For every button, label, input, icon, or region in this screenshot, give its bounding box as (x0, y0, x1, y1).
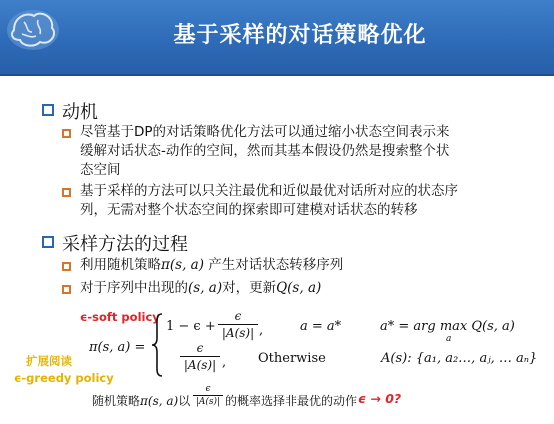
math-sa: (s, a) (188, 280, 223, 296)
footer-text-part: 随机策略 (92, 394, 141, 408)
sub-bullet-icon (62, 262, 71, 271)
bullet-text-part: 对于序列中出现的 (80, 280, 188, 296)
fraction-bar (218, 324, 258, 325)
bullet-line: 缓解对话状态-动作的空间，然而其基本假设仍然是搜索整个状 (80, 143, 450, 159)
action-set: A(s): {a₁, a₂…, aⱼ, … aₙ} (381, 351, 538, 366)
footer-limit: ϵ → 0? (358, 391, 402, 406)
bullet-text (80, 279, 321, 298)
bullet-text (80, 123, 550, 180)
label-expand-reading: 扩展阅读 (26, 354, 72, 368)
bullet-text-part: 利用随机策略 (80, 257, 161, 273)
math-q: Q(s, a) (276, 280, 322, 296)
footer-text-part: 以 (178, 394, 191, 408)
math-pi: π(s, a) (161, 257, 204, 273)
slide-title: 基于采样的对话策略优化 (173, 23, 427, 48)
brain-logo-icon (4, 4, 62, 54)
sub-bullet-icon (62, 129, 71, 138)
label-greedy-policy: ϵ-greedy policy (14, 371, 114, 385)
footer-fraction (193, 384, 223, 407)
bullet-text (80, 182, 550, 220)
sub-bullet-icon (62, 188, 71, 197)
bullet-text (80, 256, 343, 275)
case2-condition: Otherwise (258, 351, 326, 366)
case1-prefix: 1 − ϵ + (166, 319, 216, 334)
case1-condition: a = a* (300, 319, 342, 334)
section-heading-sampling: 采样方法的过程 (62, 234, 188, 255)
title-bar (0, 0, 554, 76)
label-soft-policy: ϵ-soft policy (80, 310, 160, 324)
fraction-numerator: ϵ (234, 309, 242, 323)
bullet-line: 尽管基于DP的对话策略优化方法可以通过缩小状态空间表示来 (80, 124, 450, 140)
case2-comma: , (222, 355, 227, 370)
fraction-denominator: |A(s)| (183, 358, 217, 372)
case1-fraction (218, 309, 258, 340)
footer-math-pi: π(s, a) (140, 394, 179, 408)
fraction-bar (180, 356, 220, 357)
footer-note-end: 的概率选择非最优的动作 (225, 394, 358, 408)
bullet-line: 基于采样的方法可以只关注最优和近似最优对话所对应的状态序 (80, 183, 458, 199)
bullet-text-part: 对，更新 (222, 280, 277, 296)
case1-comma: , (259, 323, 264, 338)
footer-note (92, 392, 190, 409)
section-bullet-icon (42, 104, 54, 116)
section-heading-motivation: 动机 (62, 102, 98, 123)
fraction-bar (193, 395, 223, 396)
bullet-text-part: 产生对话状态转移序列 (203, 257, 344, 273)
argmax-subscript: a (446, 334, 452, 344)
fraction-numerator: ϵ (205, 384, 211, 394)
fraction-numerator: ϵ (196, 341, 204, 355)
bullet-line: 态空间 (80, 162, 121, 178)
astar-definition: a* = arg max Q(s, a) (380, 319, 515, 334)
formula-lhs: π(s, a) = (89, 340, 146, 355)
fraction-denominator: |A(s)| (221, 326, 255, 340)
bullet-line: 列，无需对整个状态空间的探索即可建模对话状态的转移 (80, 202, 418, 218)
sub-bullet-icon (62, 285, 71, 294)
brace-icon (150, 312, 164, 378)
case2-fraction (180, 341, 220, 372)
section-bullet-icon (42, 236, 54, 248)
fraction-denominator: |A(s)| (195, 397, 221, 407)
